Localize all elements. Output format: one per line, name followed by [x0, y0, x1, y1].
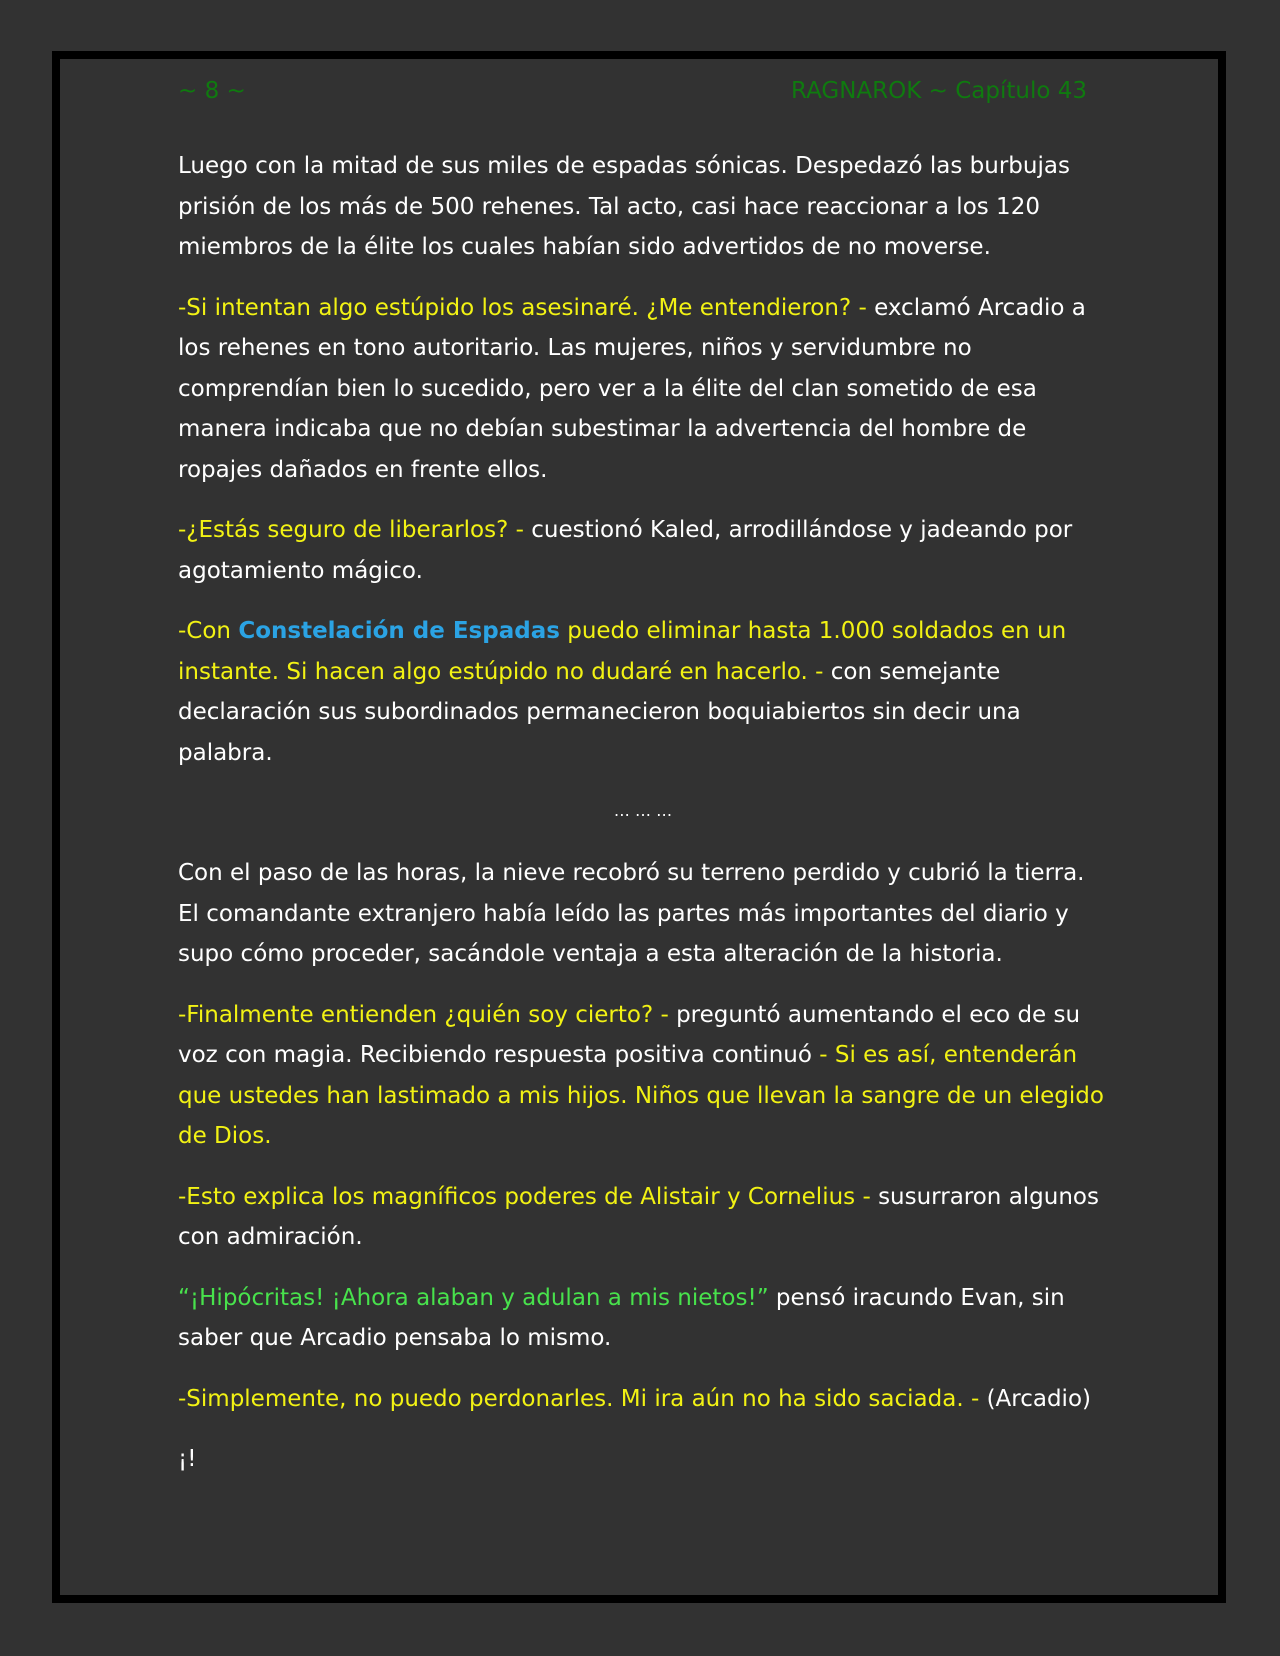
chapter-text — [178, 146, 1108, 1500]
dialogue-text: -Simplemente, no puedo perdonarles. Mi ira aún no ha sido saciada. - — [178, 1385, 987, 1412]
page-number: ~ 8 ~ — [178, 78, 246, 104]
narration-text: exclamó Arcadio a los rehenes en tono autoritario. Las mujeres, niños y servidumbre no comprendían bien lo sucedido, pero ver a la élite del clan sometido de esa manera indicaba que no debían subestimar la advertencia del hombre de ropajes dañados en frente ellos. — [178, 294, 1086, 483]
paragraph — [178, 1379, 1108, 1420]
dialogue-text: -Esto explica los magníficos poderes de Alistair y Cornelius - — [178, 1183, 879, 1210]
narration-text: susurraron algunos con admiración. — [178, 1183, 1099, 1250]
paragraph — [178, 510, 1108, 591]
narration-text: pensó iracundo Evan, sin saber que Arcadio pensaba lo mismo. — [178, 1284, 1065, 1351]
dialogue-text: puedo eliminar hasta 1.000 soldados en un instante. Si hacen algo estúpido no dudaré en hacerlo. - — [178, 618, 1067, 685]
paragraph: Luego con la mitad de sus miles de espadas sónicas. Despedazó las burbujas prisión de los más de 500 rehenes. Tal acto, casi hace reaccionar a los 120 miembros de la élite los cuales habían sido advertidos de no moverse. — [178, 153, 1070, 260]
narration-text: cuestionó Kaled, arrodillándose y jadeando por agotamiento mágico. — [178, 517, 1073, 584]
dialogue-text: - Si es así, entenderán que ustedes han lastimado a mis hijos. Niños que llevan la sangre de un elegido de Dios. — [178, 1042, 1104, 1149]
dialogue-text: -Finalmente entienden ¿quién soy cierto? - — [178, 1001, 677, 1028]
scene-separator: … … … — [613, 801, 673, 820]
technique-name: Constelación de Espadas — [238, 618, 560, 644]
dialogue-text: -Con — [178, 618, 239, 644]
page-header — [0, 78, 1280, 112]
dialogue-text: -¿Estás seguro de liberarlos? - — [178, 517, 532, 543]
paragraph: ¡! — [178, 1446, 197, 1472]
paragraph: Con el paso de las horas, la nieve recobró su terreno perdido y cubrió la tierra. El comandante extranjero había leído las partes más importantes del diario y supo cómo proceder, sacándole ventaja a esta alteración de la historia. — [178, 860, 1085, 967]
thought-text: “¡Hipócritas! ¡Ahora alaban y adulan a mis nietos!” — [178, 1284, 769, 1311]
paragraph — [178, 1177, 1108, 1258]
paragraph — [178, 1278, 1108, 1359]
narration-text: (Arcadio) — [986, 1385, 1091, 1412]
running-title: RAGNAROK ~ Capítulo 43 — [791, 78, 1087, 104]
narration-text: preguntó aumentando el eco de su voz con magia. Recibiendo respuesta positiva continuó — [178, 1001, 1081, 1068]
paragraph — [178, 288, 1108, 491]
dialogue-text: -Si intentan algo estúpido los asesinaré. ¿Me entendieron? - — [178, 294, 875, 321]
paragraph — [178, 995, 1108, 1157]
paragraph — [178, 611, 1108, 773]
narration-text: con semejante declaración sus subordinados permanecieron boquiabiertos sin decir una palabra. — [178, 658, 1021, 766]
